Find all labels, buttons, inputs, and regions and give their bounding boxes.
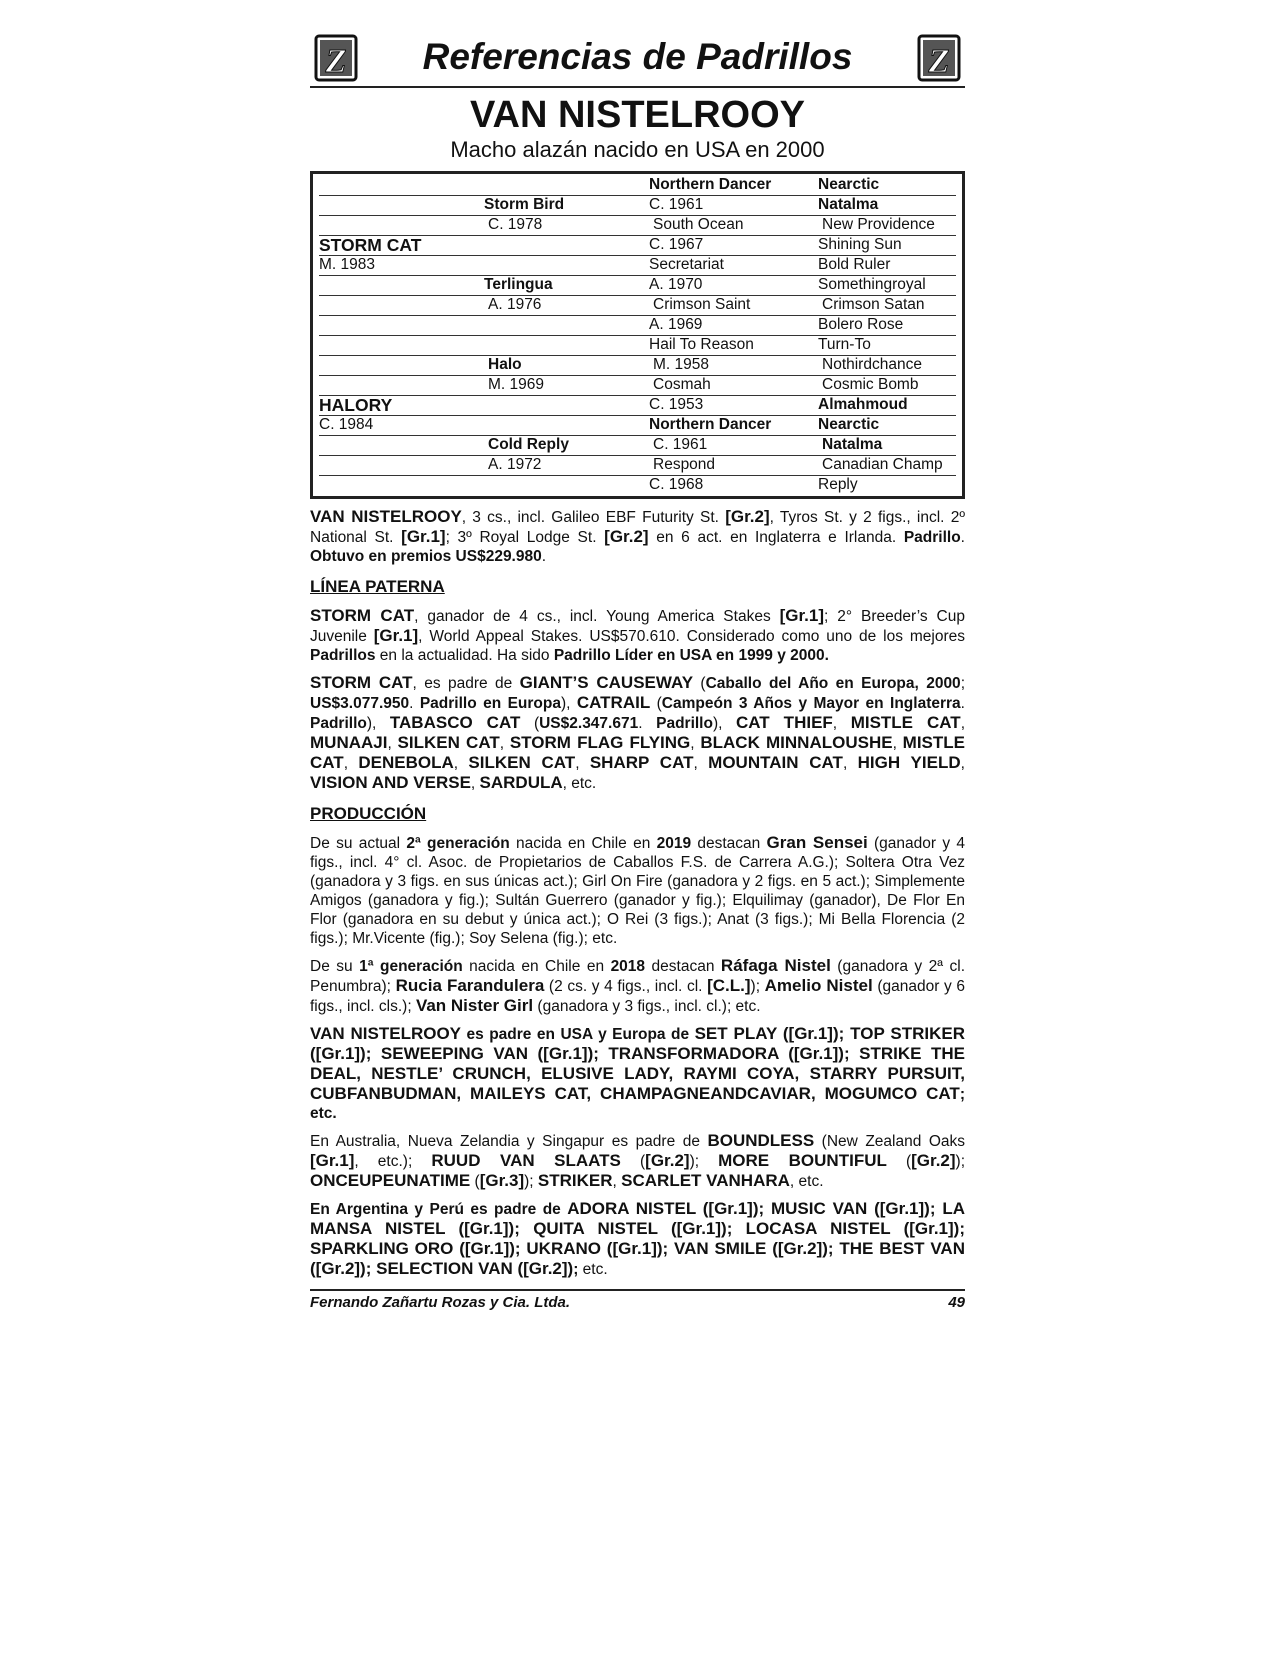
horse-description: Macho alazán nacido en USA en 2000 xyxy=(450,137,825,162)
pedigree-row: Storm Bird C. 1961 Natalma xyxy=(319,196,956,216)
pedigree-table xyxy=(310,171,965,499)
pedigree-row: M. 1969 Cosmah Cosmic Bomb xyxy=(319,376,956,396)
footer-company: Fernando Zañartu Rozas y Cia. Ltda. xyxy=(310,1294,571,1311)
horse-name: VAN NISTELROOY xyxy=(470,94,805,136)
pedigree-row: STORM CAT C. 1967 Shining Sun xyxy=(319,236,956,256)
pedigree-row: Terlingua A. 1970 Somethingroyal xyxy=(319,276,956,296)
production-argentina-peru: En Argentina y Perú es padre de ADORA NISTEL ([Gr.1]); MUSIC VAN ([Gr.1]); LA MANSA NISTEL ([Gr.1]); QUITA NISTEL ([Gr.1]); LOCASA NISTEL ([Gr.1]); SPARKLING ORO ([Gr.1]); UKRANO ([Gr.1]); VAN SMILE ([Gr.2]); THE BEST VAN ([Gr.2]); SELECTION VAN ([Gr.2]); etc. xyxy=(310,1199,965,1278)
page-header xyxy=(310,30,965,88)
section-heading-produccion: PRODUCCIÓN xyxy=(310,804,427,823)
pedigree-row: A. 1972 Respond Canadian Champ xyxy=(319,456,956,476)
horse-summary: VAN NISTELROOY, 3 cs., incl. Galileo EBF Futurity St. [Gr.2], Tyros St. y 2 figs., incl. 2º National St. [Gr.1]; 3º Royal Lodge St. [Gr.2] en 6 act. en Inglaterra e Irlanda. Padrillo. Obtuvo en premios US$229.980. xyxy=(310,507,965,565)
pedigree-row: A. 1976 Crimson Saint Crimson Satan xyxy=(319,296,956,316)
pedigree-row: C. 1978 South Ocean New Providence xyxy=(319,216,956,236)
svg-text:Z: Z xyxy=(325,43,347,80)
page-footer xyxy=(310,1289,965,1311)
section-heading-linea-paterna: LÍNEA PATERNA xyxy=(310,577,445,596)
pedigree-row: M. 1983 Secretariat Bold Ruler xyxy=(319,256,956,276)
pedigree-row: Cold Reply C. 1961 Natalma xyxy=(319,436,956,456)
production-2nd-generation: De su actual 2ª generación nacida en Chile en 2019 destacan Gran Sensei (ganador y 4 figs., incl. 4° cl. Asoc. de Propietarios de Caballos F.S. de Carrera A.G.); Soltera Otra Vez (ganadora y 3 figs. en sus únicas act.); Girl On Fire (ganadora y 2 figs. en 5 act.); Simplemente Amigos (ganadora y fig.); Sultán Guerrero (ganador y fig.); Elquilimay (ganador), De Flor En Flor (ganadora en su debut y única act.); O Rei (3 figs.); Anat (3 figs.); Mi Bella Florencia (2 figs.); Mr.Vicente (fig.); Soy Selena (fig.); etc. xyxy=(310,833,965,947)
page-number: 49 xyxy=(948,1294,965,1311)
page-title: Referencias de Padrillos xyxy=(422,36,853,77)
pedigree-row: Hail To Reason Turn-To xyxy=(319,336,956,356)
sire-line-paragraph: STORM CAT, ganador de 4 cs., incl. Young America Stakes [Gr.1]; 2° Breeder’s Cup Juvenile [Gr.1], World Appeal Stakes. US$570.610. Considerado como uno de los mejores Padrillos en la actualidad. Ha sido Padrillo Líder en USA en 1999 y 2000. xyxy=(310,606,965,664)
production-1st-generation: De su 1ª generación nacida en Chile en 2018 destacan Ráfaga Nistel (ganadora y 2ª cl. Penumbra); Rucia Farandulera (2 cs. y 4 figs., incl. cl. [C.L.]); Amelio Nistel (ganador y 6 figs., incl. cls.); Van Nister Girl (ganadora y 3 figs., incl. cl.); etc. xyxy=(310,956,966,1015)
logo-icon xyxy=(917,34,961,82)
production-usa-europe: VAN NISTELROOY es padre en USA y Europa de SET PLAY ([Gr.1]); TOP STRIKER ([Gr.1]); SEWEEPING VAN ([Gr.1]); TRANSFORMADORA ([Gr.1]); STRIKE THE DEAL, NESTLE’ CRUNCH, ELUSIVE LADY, RAYMI COYA, STARRY PURSUIT, CUBFANBUDMAN, MAILEYS CAT, CHAMPAGNEANDCAVIAR, MOGUMCO CAT; etc. xyxy=(310,1024,965,1122)
pedigree-row: A. 1969 Bolero Rose xyxy=(319,316,956,336)
production-australia: En Australia, Nueva Zelandia y Singapur es padre de BOUNDLESS (New Zealand Oaks [Gr.1], etc.); RUUD VAN SLAATS ([Gr.2]); MORE BOUNTIFUL ([Gr.2]); ONCEUPEUNATIME ([Gr.3]); STRIKER, SCARLET VANHARA, etc. xyxy=(310,1131,966,1190)
sire-offspring-paragraph: STORM CAT, es padre de GIANT’S CAUSEWAY (Caballo del Año en Europa, 2000; US$3.077.950. Padrillo en Europa), CATRAIL (Campeón 3 Años y Mayor en Inglaterra. Padrillo), TABASCO CAT (US$2.347.671. Padrillo), CAT THIEF, MISTLE CAT, MUNAAJI, SILKEN CAT, STORM FLAG FLYING, BLACK MINNALOUSHE, MISTLE CAT, DENEBOLA, SILKEN CAT, SHARP CAT, MOUNTAIN CAT, HIGH YIELD, VISION AND VERSE, SARDULA, etc. xyxy=(310,673,966,792)
logo-icon xyxy=(314,34,358,82)
pedigree-row: C. 1968 Reply xyxy=(649,476,858,493)
page xyxy=(310,30,965,1311)
svg-text:Z: Z xyxy=(928,43,950,80)
pedigree-row: C. 1984 Northern Dancer Nearctic xyxy=(319,416,956,436)
pedigree-row: Halo M. 1958 Nothirdchance xyxy=(319,356,956,376)
pedigree-row: Northern Dancer Nearctic xyxy=(319,176,956,196)
pedigree-row: HALORY C. 1953 Almahmoud xyxy=(319,396,956,416)
